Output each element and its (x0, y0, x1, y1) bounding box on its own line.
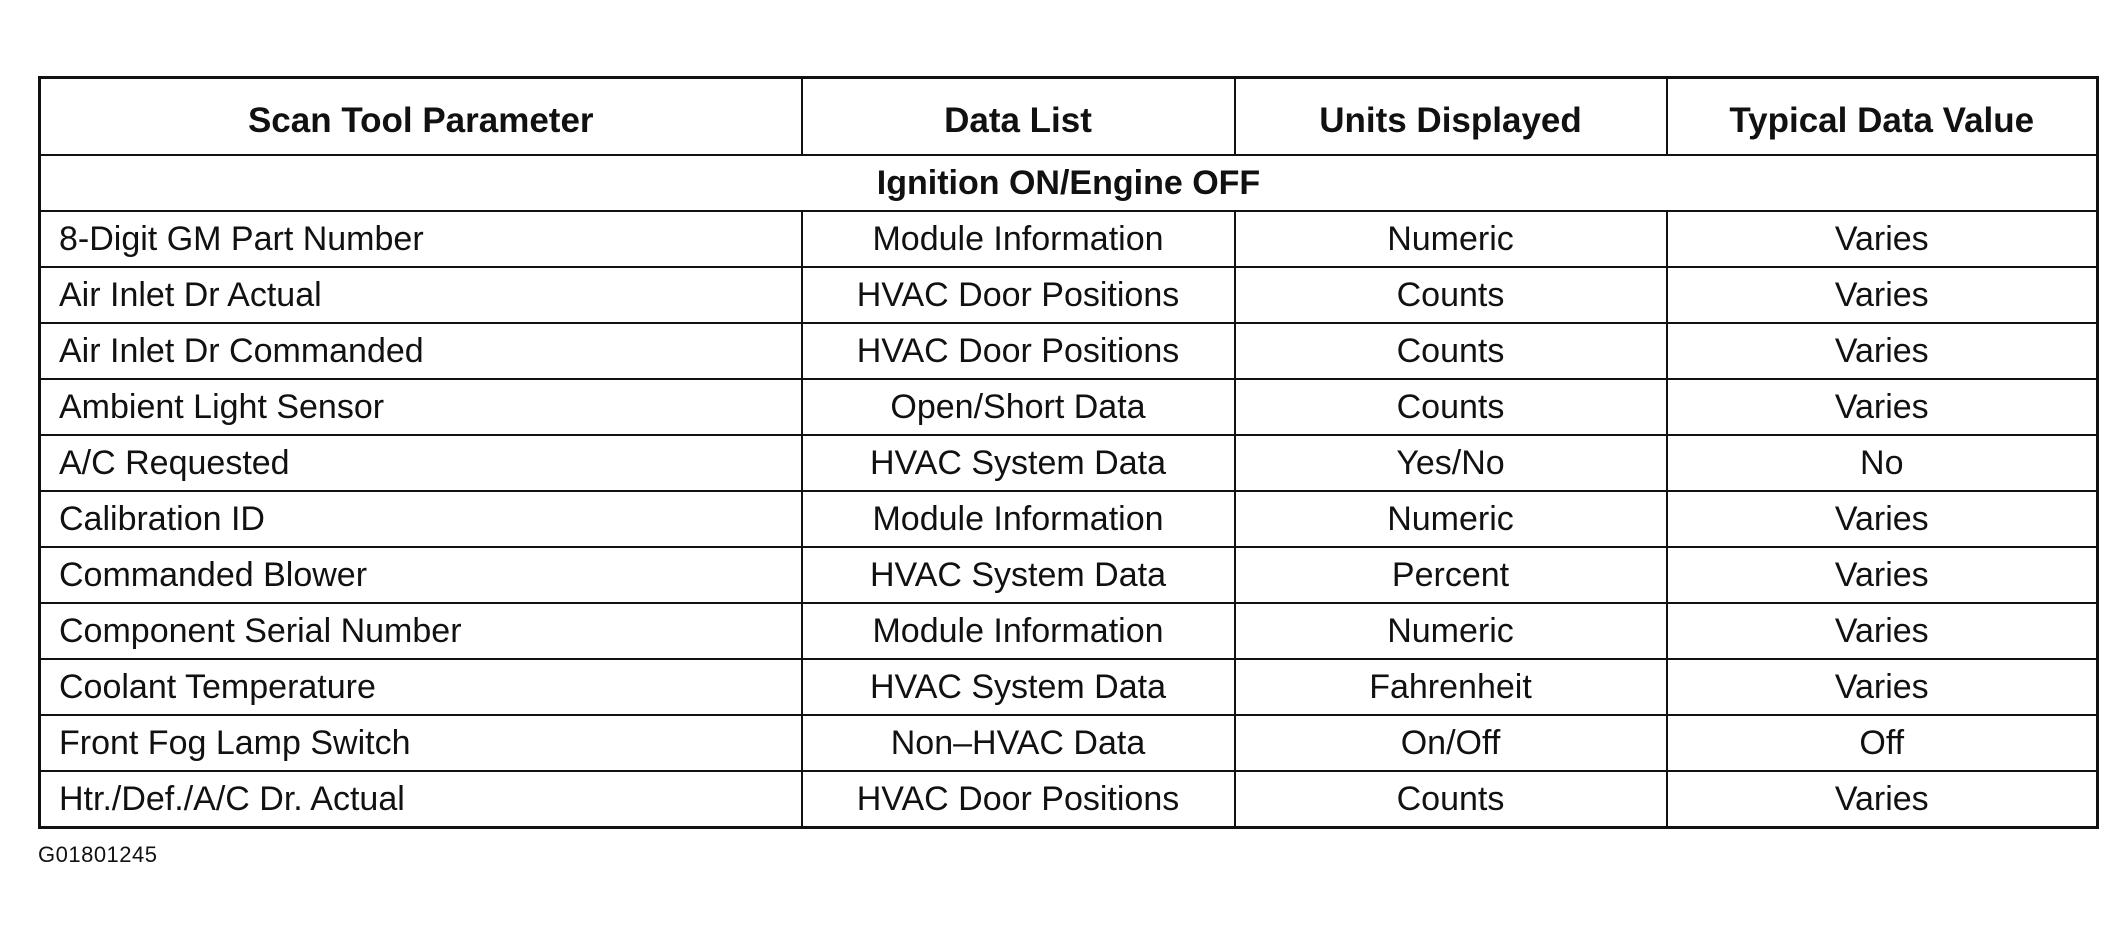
cell-units: Counts (1235, 323, 1667, 379)
cell-units: Counts (1235, 267, 1667, 323)
cell-data-list: Module Information (802, 491, 1235, 547)
cell-parameter: Ambient Light Sensor (40, 379, 802, 435)
header-row (40, 78, 2098, 156)
header-data-list: Data List (802, 78, 1235, 156)
cell-parameter: Htr./Def./A/C Dr. Actual (40, 771, 802, 828)
cell-parameter: Commanded Blower (40, 547, 802, 603)
header-typical-data-value: Typical Data Value (1667, 78, 2098, 156)
cell-parameter: A/C Requested (40, 435, 802, 491)
scan-tool-data-table (38, 76, 2099, 829)
table-row (40, 715, 2098, 771)
table-row (40, 379, 2098, 435)
cell-parameter: 8-Digit GM Part Number (40, 211, 802, 267)
cell-units: Numeric (1235, 211, 1667, 267)
cell-units: Fahrenheit (1235, 659, 1667, 715)
cell-data-list: Module Information (802, 211, 1235, 267)
cell-data-list: HVAC Door Positions (802, 267, 1235, 323)
section-row (40, 155, 2098, 211)
table-body (40, 155, 2098, 828)
cell-units: On/Off (1235, 715, 1667, 771)
cell-typical-value: Varies (1667, 379, 2098, 435)
cell-units: Counts (1235, 379, 1667, 435)
table-row (40, 211, 2098, 267)
cell-typical-value: Varies (1667, 603, 2098, 659)
figure-id-label: G01801245 (38, 842, 158, 867)
cell-parameter: Coolant Temperature (40, 659, 802, 715)
cell-typical-value: Varies (1667, 491, 2098, 547)
section-title: Ignition ON/Engine OFF (40, 155, 2098, 211)
cell-typical-value: Varies (1667, 323, 2098, 379)
table-row (40, 659, 2098, 715)
cell-data-list: Module Information (802, 603, 1235, 659)
cell-units: Percent (1235, 547, 1667, 603)
cell-units: Yes/No (1235, 435, 1667, 491)
cell-data-list: HVAC System Data (802, 435, 1235, 491)
cell-data-list: HVAC System Data (802, 547, 1235, 603)
cell-units: Numeric (1235, 491, 1667, 547)
table-row (40, 547, 2098, 603)
cell-typical-value: Off (1667, 715, 2098, 771)
scan-tool-data-table-container (38, 76, 2096, 829)
table-row (40, 603, 2098, 659)
cell-parameter: Calibration ID (40, 491, 802, 547)
table-row (40, 491, 2098, 547)
cell-data-list: HVAC Door Positions (802, 771, 1235, 828)
cell-typical-value: Varies (1667, 267, 2098, 323)
table-row (40, 323, 2098, 379)
cell-data-list: Non–HVAC Data (802, 715, 1235, 771)
cell-parameter: Air Inlet Dr Commanded (40, 323, 802, 379)
header-scan-tool-parameter: Scan Tool Parameter (40, 78, 802, 156)
table-row (40, 771, 2098, 828)
cell-data-list: Open/Short Data (802, 379, 1235, 435)
cell-typical-value: Varies (1667, 771, 2098, 828)
cell-data-list: HVAC System Data (802, 659, 1235, 715)
cell-typical-value: Varies (1667, 547, 2098, 603)
cell-units: Numeric (1235, 603, 1667, 659)
cell-parameter: Component Serial Number (40, 603, 802, 659)
header-units-displayed: Units Displayed (1235, 78, 1667, 156)
cell-typical-value: Varies (1667, 659, 2098, 715)
cell-typical-value: Varies (1667, 211, 2098, 267)
cell-parameter: Front Fog Lamp Switch (40, 715, 802, 771)
table-header (40, 78, 2098, 156)
cell-units: Counts (1235, 771, 1667, 828)
table-row (40, 267, 2098, 323)
cell-data-list: HVAC Door Positions (802, 323, 1235, 379)
table-row (40, 435, 2098, 491)
cell-parameter: Air Inlet Dr Actual (40, 267, 802, 323)
cell-typical-value: No (1667, 435, 2098, 491)
